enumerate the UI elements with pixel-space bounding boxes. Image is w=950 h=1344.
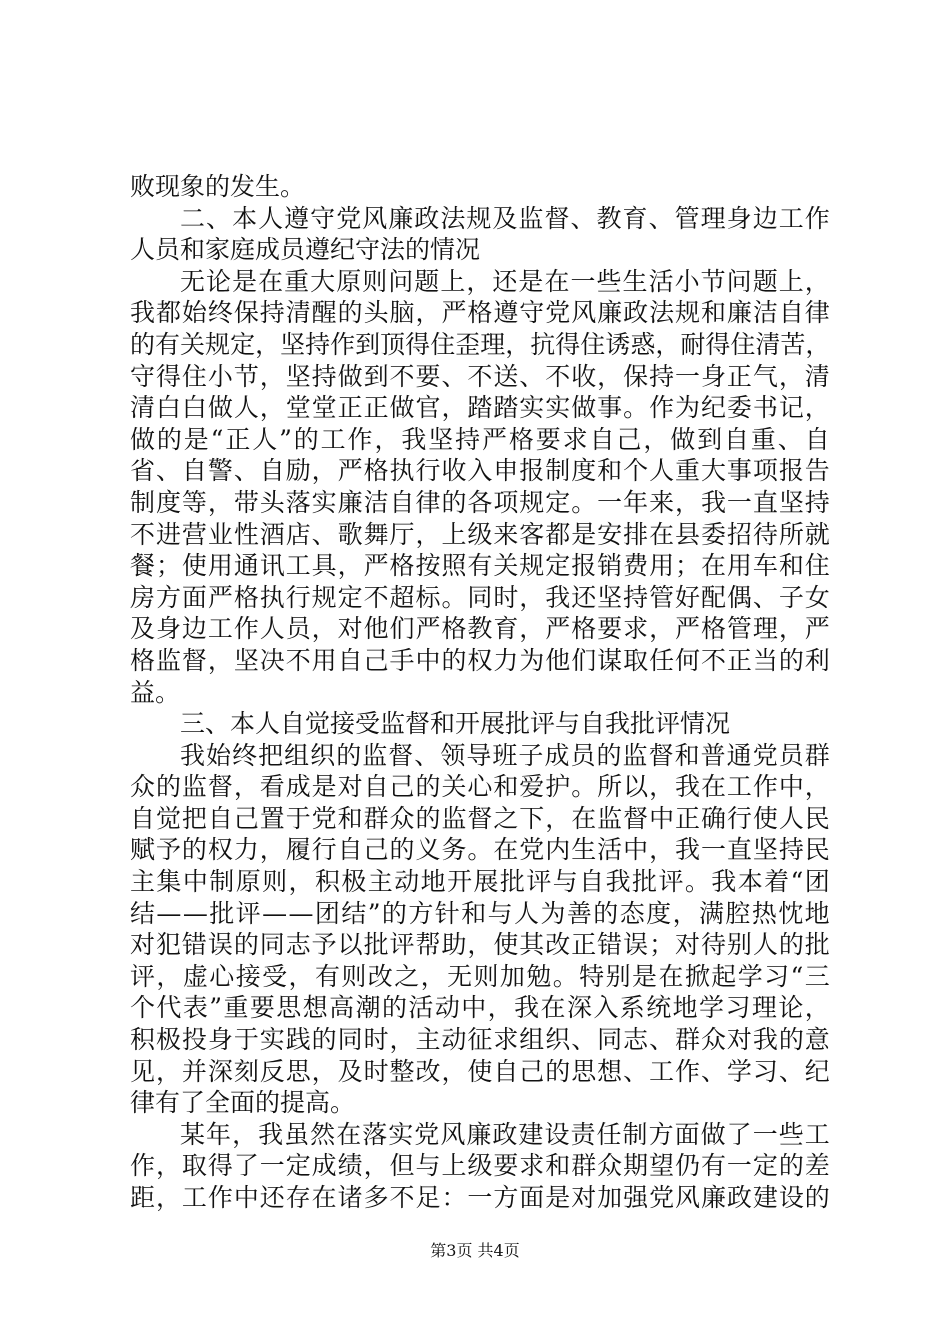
text-line: 三、本人自觉接受监督和开展批评与自我批评情况	[180, 709, 731, 739]
text-line: 人员和家庭成员遵纪守法的情况	[130, 235, 481, 265]
text-line: 无 论 是 在 重 大 原 则 问 题 上 ， 还 是 在 一 些 生 活 小 节 问 题 上 ，	[180, 266, 830, 296]
text-line: 及 身 边 工 作 人 员 ， 对 他 们 严 格 教 育 ， 严 格 要 求 ， 严 格 管 理 ， 严	[130, 614, 830, 644]
text-line: 做 的 是 “ 正 人 ” 的 工 作 ， 我 坚 持 严 格 要 求 自 己 ， 做 到 自 重 、 自	[130, 424, 830, 454]
text-line: 败现象的发生。	[130, 172, 306, 201]
text-line: 赋 予 的 权 力 ， 履 行 自 己 的 义 务 。 在 党 内 生 活 中 ， 我 一 直 坚 持 民	[130, 835, 830, 865]
text-line: 格 监 督 ， 坚 决 不 用 自 己 手 中 的 权 力 为 他 们 谋 取 任 何 不 正 当 的 利	[130, 645, 830, 675]
text-line: 积 极 投 身 于 实 践 的 同 时 ， 主 动 征 求 组 织 、 同 志 、 群 众 对 我 的 意	[130, 1025, 830, 1055]
text-line: 制 度 等 ， 带 头 落 实 廉 洁 自 律 的 各 项 规 定 。 一 年 来 ， 我 一 直 坚 持	[130, 487, 830, 517]
text-line: 房 方 面 严 格 执 行 规 定 不 超 标 。 同 时 ， 我 还 坚 持 管 好 配 偶 、 子 女	[130, 582, 830, 612]
text-line: 省 、 自 警 、 自 励 ， 严 格 执 行 收 入 申 报 制 度 和 个 人 重 大 事 项 报 告	[130, 456, 830, 486]
text-line: 主 集 中 制 原 则 ， 积 极 主 动 地 开 展 批 评 与 自 我 批 评 。 我 本 着 “ 团	[130, 867, 830, 897]
text-line: 作 ， 取 得 了 一 定 成 绩 ， 但 与 上 级 要 求 和 群 众 期 望 仍 有 一 定 的 差	[130, 1151, 830, 1181]
text-line: 评 ， 虚 心 接 受 ， 有 则 改 之 ， 无 则 加 勉 。 特 别 是 在 掀 起 学 习 “ 三	[130, 961, 830, 991]
text-line: 益。	[130, 677, 181, 707]
text-line: 律有了全面的提高。	[130, 1088, 356, 1118]
text-line: 的 有 关 规 定 ， 坚 持 作 到 顶 得 住 歪 理 ， 抗 得 住 诱 惑 ， 耐 得 住 清 苦 ，	[130, 329, 831, 359]
text-line: 我 始 终 把 组 织 的 监 督 、 领 导 班 子 成 员 的 监 督 和 普 通 党 员 群	[180, 740, 830, 770]
text-line: 某 年 ， 我 虽 然 在 落 实 党 风 廉 政 建 设 责 任 制 方 面 做 了 一 些 工	[180, 1119, 830, 1149]
text-line: 我 都 始 终 保 持 清 醒 的 头 脑 ， 严 格 遵 守 党 风 廉 政 法 规 和 廉 洁 自 律	[130, 298, 830, 328]
document-body	[130, 171, 830, 1214]
text-line: 见 ， 并 深 刻 反 思 ， 及 时 整 改 ， 使 自 己 的 思 想 、 工 作 、 学 习 、 纪	[130, 1056, 830, 1086]
text-line: 二 、 本 人 遵 守 党 风 廉 政 法 规 及 监 督 、 教 育 、 管 理 身 边 工 作	[180, 203, 830, 233]
text-line: 对 犯 错 误 的 同 志 予 以 批 评 帮 助 ， 使 其 改 正 错 误 ； 对 待 别 人 的 批	[130, 930, 830, 960]
text-line: 结 — — 批 评 — — 团 结 ” 的 方 针 和 与 人 为 善 的 态 度 ， 满 腔 热 忱 地	[130, 898, 830, 928]
text-line: 守 得 住 小 节 ， 坚 持 做 到 不 要 、 不 送 、 不 收 ， 保 持 一 身 正 气 ， 清	[130, 361, 830, 391]
text-line: 不 进 营 业 性 酒 店 、 歌 舞 厅 ， 上 级 来 客 都 是 安 排 在 县 委 招 待 所 就	[130, 519, 830, 549]
text-line: 清 白 白 做 人 ， 堂 堂 正 正 做 官 ， 踏 踏 实 实 做 事 。 作 为 纪 委 书 记 ，	[130, 393, 830, 423]
text-line: 餐 ； 使 用 通 讯 工 具 ， 严 格 按 照 有 关 规 定 报 销 费 用 ； 在 用 车 和 住	[130, 551, 830, 581]
text-line: 自 觉 把 自 己 置 于 党 和 群 众 的 监 督 之 下 ， 在 监 督 中 正 确 行 使 人 民	[130, 803, 830, 833]
page-footer: 第3页 共4页	[430, 1241, 520, 1260]
text-line: 众 的 监 督 ， 看 成 是 对 自 己 的 关 心 和 爱 护 。 所 以 ， 我 在 工 作 中 ，	[130, 772, 830, 802]
text-line: 个 代 表 ” 重 要 思 想 高 潮 的 活 动 中 ， 我 在 深 入 系 统 地 学 习 理 论 ，	[130, 993, 830, 1023]
text-line: 距 ， 工 作 中 还 存 在 诸 多 不 足 ： 一 方 面 是 对 加 强 党 风 廉 政 建 设 的	[130, 1183, 830, 1212]
